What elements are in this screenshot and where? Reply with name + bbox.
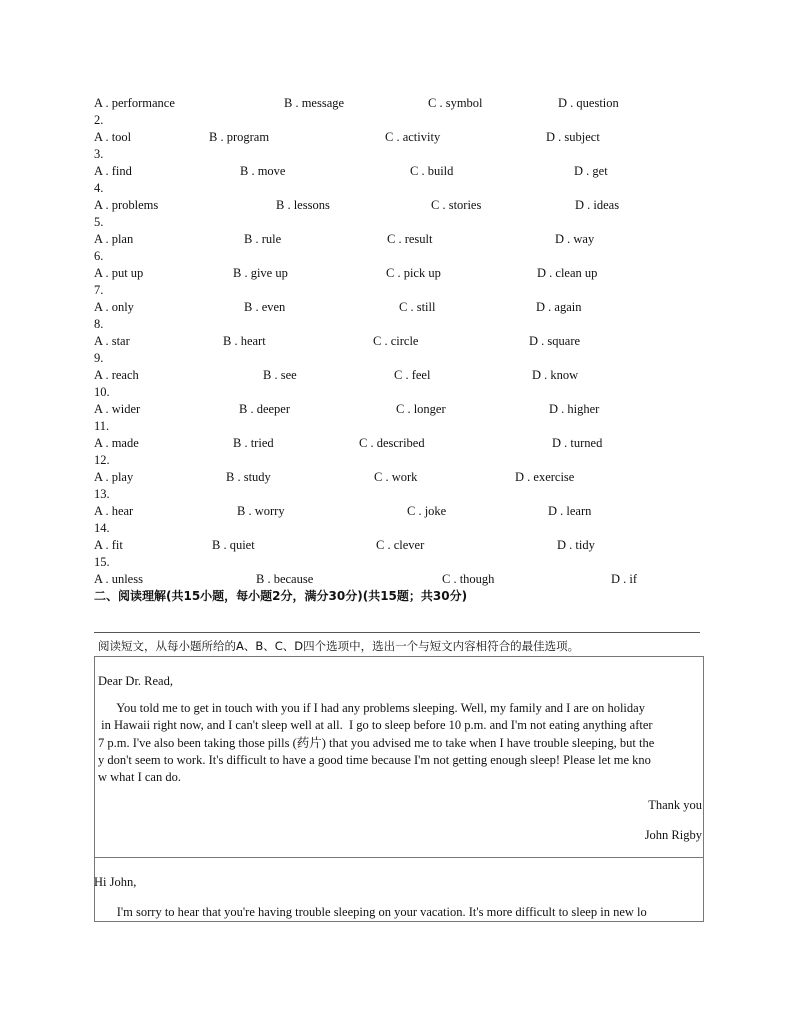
option-a: A . find	[94, 164, 132, 178]
option-d: D . exercise	[515, 470, 575, 484]
instructions: 阅读短文，从每小题所给的A、B、C、D四个选项中，选出一个与短文内容相符合的最佳选项。	[98, 639, 580, 653]
letter1-line: y don't seem to work. It's difficult to have a good time because I'm not getting enough sleep! Please let me kno	[98, 752, 651, 767]
question-number: 15.	[94, 555, 110, 569]
option-a: A . plan	[94, 232, 134, 246]
question-options	[94, 367, 714, 384]
option-b: B . lessons	[276, 198, 330, 212]
question-options	[94, 401, 714, 418]
option-d: D . square	[529, 334, 581, 348]
question-options	[94, 537, 714, 554]
letter1-greeting: Dear Dr. Read,	[98, 674, 173, 688]
question-options	[94, 333, 714, 350]
option-a: A . star	[94, 334, 130, 348]
option-a: A . made	[94, 436, 139, 450]
option-b: B . even	[244, 300, 286, 314]
divider	[94, 632, 700, 633]
option-a: A . play	[94, 470, 134, 484]
question-number: 4.	[94, 181, 104, 195]
option-a: A . wider	[94, 402, 141, 416]
option-a: A . problems	[94, 198, 159, 212]
option-d: D . clean up	[537, 266, 598, 280]
question-options	[94, 129, 714, 146]
question-number: 8.	[94, 317, 104, 331]
question-number: 6.	[94, 249, 104, 263]
letter1-line: You told me to get in touch with you if I had any problems sleeping. Well, my family and I are on holiday	[98, 701, 645, 715]
option-c: C . clever	[376, 538, 425, 552]
question-options	[94, 435, 714, 452]
option-b: B . deeper	[239, 402, 291, 416]
option-c: C . feel	[394, 368, 431, 382]
option-c: C . joke	[407, 504, 447, 518]
question-number: 3.	[94, 147, 104, 161]
option-c: C . though	[442, 572, 495, 586]
question-options	[94, 231, 714, 248]
option-b: B . because	[256, 572, 314, 586]
option-d: D . subject	[546, 130, 600, 144]
option-a: A . hear	[94, 504, 134, 518]
question-options	[94, 197, 714, 214]
option-a: A . performance	[94, 96, 175, 110]
option-a: A . reach	[94, 368, 139, 382]
option-c: C . build	[410, 164, 454, 178]
option-c: C . symbol	[428, 96, 483, 110]
option-b: B . worry	[237, 504, 285, 518]
question-options	[94, 469, 714, 486]
option-d: D . if	[611, 572, 638, 586]
question-number: 12.	[94, 453, 110, 467]
option-b: B . move	[240, 164, 286, 178]
option-a: A . fit	[94, 538, 123, 552]
option-c: C . still	[399, 300, 436, 314]
option-d: D . tidy	[557, 538, 595, 552]
option-b: B . rule	[244, 232, 282, 246]
option-d: D . turned	[552, 436, 603, 450]
letter1-body	[98, 700, 702, 786]
question-number: 13.	[94, 487, 110, 501]
section-title: 二、阅读理解(共15小题，每小题2分，满分30分)(共15题；共30分)	[94, 589, 468, 603]
option-b: B . give up	[233, 266, 288, 280]
question-options	[94, 95, 714, 112]
question-number: 5.	[94, 215, 104, 229]
option-d: D . learn	[548, 504, 592, 518]
letter1-signature: John Rigby	[644, 828, 702, 842]
question-number: 7.	[94, 283, 104, 297]
question-options	[94, 571, 714, 588]
question-options	[94, 163, 714, 180]
letter1-line: w what I can do.	[98, 770, 181, 785]
letter2-line: I'm sorry to hear that you're having trouble sleeping on your vacation. It's more difficult to sleep in new lo	[98, 905, 647, 919]
option-d: D . know	[532, 368, 579, 382]
option-b: B . tried	[233, 436, 274, 450]
option-c: C . longer	[396, 402, 446, 416]
option-a: A . tool	[94, 130, 132, 144]
letter1-line: 7 p.m. I've also been taking those pills (药片) that you advised me to take when I have trouble sleeping, but the	[98, 735, 655, 750]
option-d: D . question	[558, 96, 619, 110]
option-c: C . described	[359, 436, 425, 450]
option-c: C . stories	[431, 198, 482, 212]
option-b: B . program	[209, 130, 270, 144]
option-d: D . get	[574, 164, 608, 178]
option-a: A . only	[94, 300, 134, 314]
question-options	[94, 503, 714, 520]
letter2-greeting: Hi John,	[94, 875, 137, 889]
option-b: B . heart	[223, 334, 266, 348]
option-d: D . way	[555, 232, 595, 246]
option-c: C . activity	[385, 130, 441, 144]
option-c: C . circle	[373, 334, 419, 348]
option-d: D . again	[536, 300, 582, 314]
option-a: A . unless	[94, 572, 143, 586]
question-number: 2.	[94, 113, 104, 127]
option-a: A . put up	[94, 266, 144, 280]
question-options	[94, 265, 714, 282]
option-b: B . quiet	[212, 538, 255, 552]
question-number: 10.	[94, 385, 110, 399]
option-d: D . ideas	[575, 198, 620, 212]
option-c: C . pick up	[386, 266, 441, 280]
letter1-closing: Thank you	[648, 798, 702, 812]
option-b: B . message	[284, 96, 345, 110]
option-b: B . see	[263, 368, 297, 382]
option-c: C . work	[374, 470, 418, 484]
question-number: 14.	[94, 521, 110, 535]
option-d: D . higher	[549, 402, 600, 416]
option-c: C . result	[387, 232, 433, 246]
question-number: 9.	[94, 351, 104, 365]
option-b: B . study	[226, 470, 271, 484]
question-options	[94, 299, 714, 316]
letter1-line: in Hawaii right now, and I can't sleep well at all. I go to sleep before 10 p.m. and I'm not eating anything after	[98, 718, 653, 733]
question-number: 11.	[94, 419, 110, 433]
